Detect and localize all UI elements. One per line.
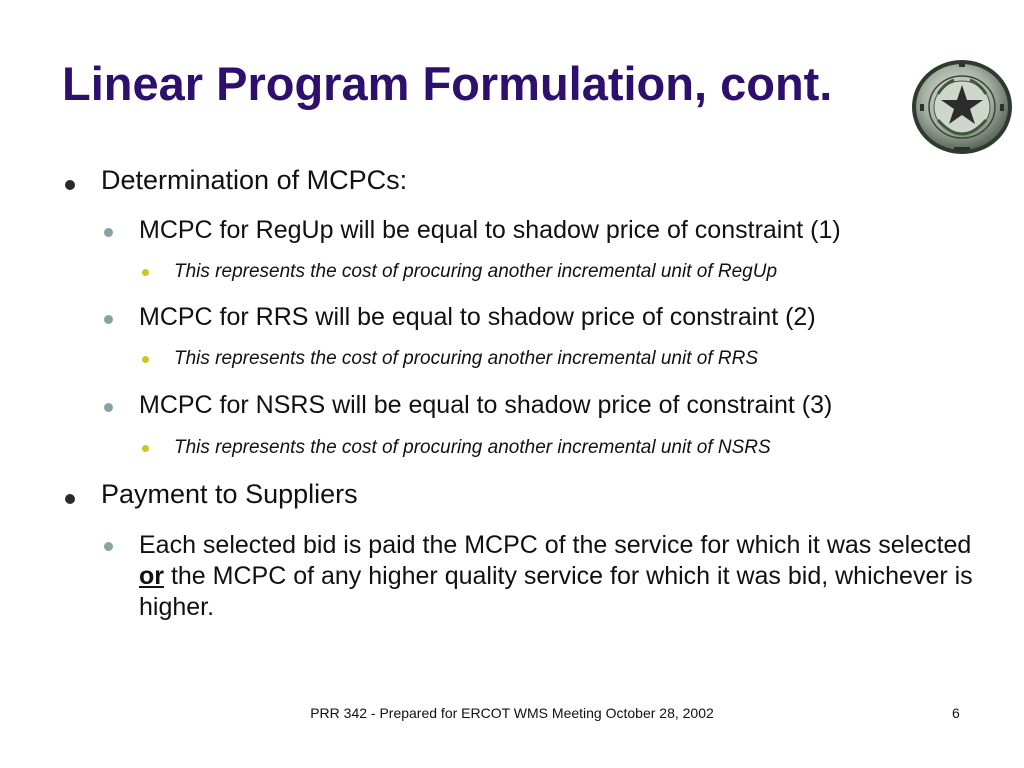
bullet-icon — [104, 403, 113, 412]
bullet-text: This represents the cost of procuring another incremental unit of RegUp — [174, 261, 778, 282]
payment-text-part1: Each selected bid is paid the MCPC of the service for which it was selected — [139, 531, 972, 559]
bullet-icon — [104, 315, 113, 324]
bullet-text: Payment to Suppliers — [101, 479, 358, 509]
bullet-text: MCPC for NSRS will be equal to shadow price of constraint (3) — [139, 391, 833, 419]
bullet-icon — [104, 228, 113, 237]
bullet-icon — [142, 356, 149, 363]
bullet-text: This represents the cost of procuring another incremental unit of RRS — [174, 348, 759, 369]
texas-seal-icon — [910, 58, 1014, 156]
bullet-icon — [104, 542, 113, 551]
slide-footer: PRR 342 - Prepared for ERCOT WMS Meeting October 28, 2002 — [310, 705, 714, 721]
slide-title: Linear Program Formulation, cont. — [62, 57, 833, 110]
bullet-icon — [142, 269, 149, 276]
bullet-icon — [65, 494, 75, 504]
bullet-text: Determination of MCPCs: — [101, 165, 408, 195]
bullet-icon — [65, 180, 75, 190]
bullet-text: This represents the cost of procuring another incremental unit of NSRS — [174, 437, 771, 458]
payment-emphasis-or: or — [139, 562, 164, 590]
page-number: 6 — [952, 705, 960, 721]
payment-paragraph — [139, 530, 999, 623]
bullet-icon — [142, 445, 149, 452]
payment-text-part2: the MCPC of any higher quality service for which it was bid, whichever is higher. — [139, 562, 973, 621]
bullet-text: MCPC for RRS will be equal to shadow price of constraint (2) — [139, 303, 816, 331]
bullet-text: MCPC for RegUp will be equal to shadow price of constraint (1) — [139, 216, 841, 244]
